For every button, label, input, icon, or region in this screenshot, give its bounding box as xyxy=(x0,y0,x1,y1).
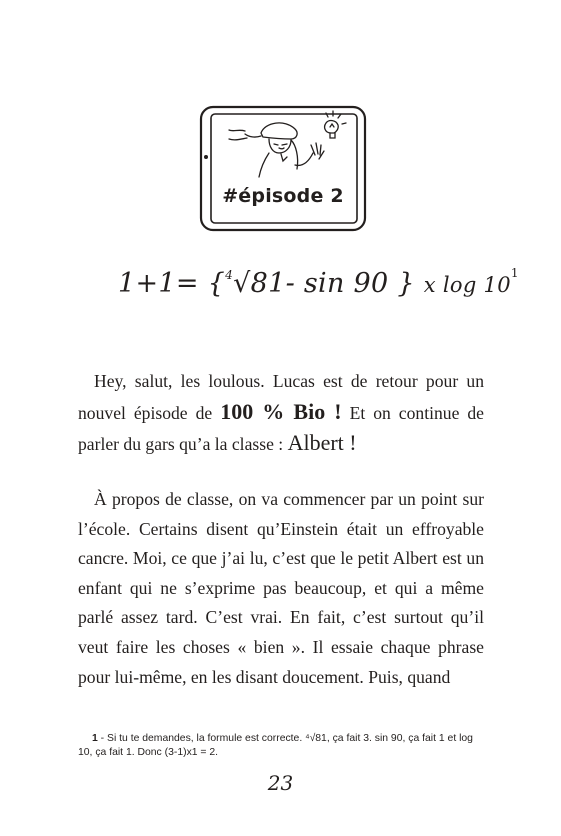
page-number: 23 xyxy=(267,771,294,795)
episode-tablet-illustration xyxy=(199,105,367,232)
episode-label: #épisode 2 xyxy=(222,185,344,207)
formula-lhs: 1+1= { xyxy=(118,268,226,299)
albert-name: Albert ! xyxy=(287,430,357,456)
footnote xyxy=(78,732,488,760)
formula-footnote-mark: 1 xyxy=(510,266,519,280)
formula-root-body: √81- sin 90 } xyxy=(233,268,415,299)
intro-text-2: Et on continue de parler du gars qu’a la classe : xyxy=(78,402,484,455)
intro-paragraph xyxy=(78,367,484,460)
footnote-text: - Si tu te demandes, la formule est correcte. ⁴√81, ça fait 3. sin 90, ça fait 1 et log 10, ça fait 1. Donc (3-1)x1 = 2. xyxy=(78,733,473,758)
tablet-drawing xyxy=(199,105,367,232)
handwritten-formula xyxy=(118,266,519,299)
footnote-number: 1 xyxy=(92,733,98,744)
formula-root-index: 4 xyxy=(225,268,234,282)
formula-times-log: x log 10 xyxy=(423,273,511,297)
school-paragraph: À propos de classe, on va commencer par un point sur l’école. Certains disent qu’Einstein était un effroyable cancre. Moi, ce que j’ai lu, c’est que le petit Albert est un enfant qui ne s’exprime pas beaucoup, et qui a même parlé assez tard. C’est vrai. En fait, c’est surtout qu’il veut faire les choses « bien ». Il essaie chaque phrase pour lui-même, en les disant doucement. Puis, quand xyxy=(78,489,484,687)
brand-name: 100 % Bio ! xyxy=(220,398,342,424)
intro-text-1: Hey, salut, les loulous. Lucas est de retour pour un nouvel épisode de xyxy=(78,371,484,423)
